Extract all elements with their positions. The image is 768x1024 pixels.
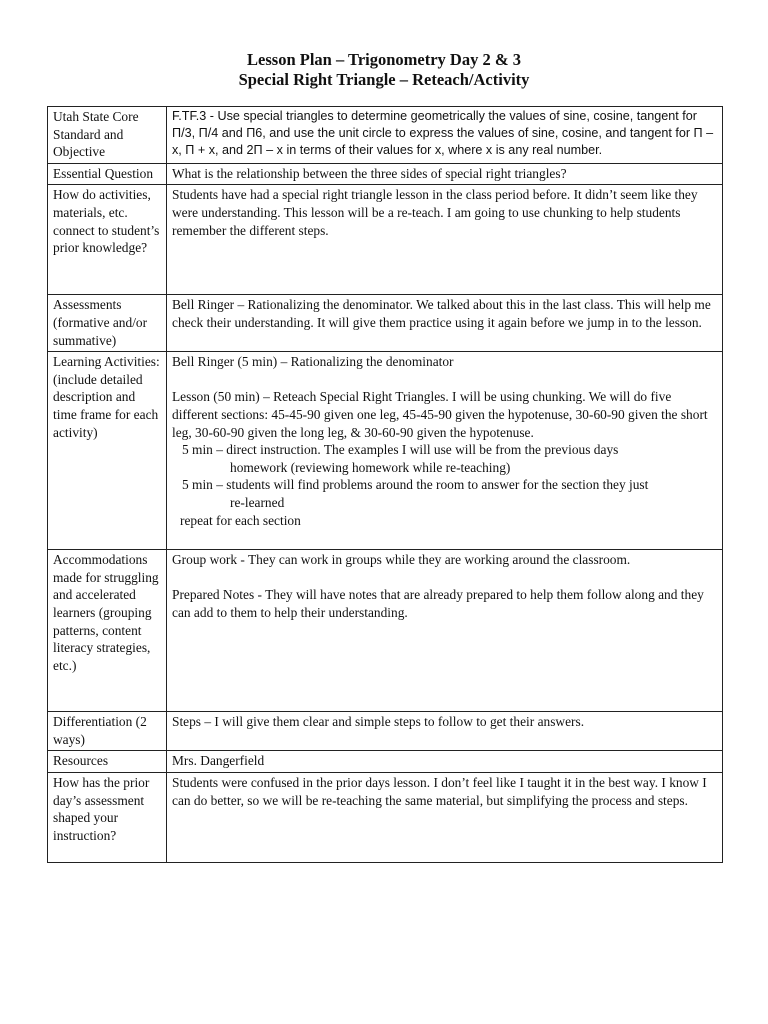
row-prior-knowledge — [48, 185, 723, 295]
title-line-2: Special Right Triangle – Reteach/Activity — [238, 70, 530, 89]
spacer — [172, 371, 717, 389]
title-line-1: Lesson Plan – Trigonometry Day 2 & 3 — [247, 50, 521, 69]
row-label: Resources — [48, 751, 167, 773]
row-label: Learning Activities: (include detailed description and time frame for each activity) — [48, 352, 167, 550]
row-assessments — [48, 295, 723, 352]
row-accommodations — [48, 550, 723, 712]
repeat-text: repeat for each section — [180, 512, 301, 528]
row-label: Accommodations made for struggling and accelerated learners (grouping patterns, content literacy strategies, etc.) — [48, 550, 167, 712]
row-resources — [48, 751, 723, 773]
row-content: Mrs. Dangerfield — [167, 751, 723, 773]
row-label: Assessments (formative and/or summative) — [48, 295, 167, 352]
prepared-notes-text: Prepared Notes - They will have notes that are already prepared to help them follow along and they can add to them to help their understanding. — [172, 587, 704, 620]
row-content: Students have had a special right triangle lesson in the class period before. It didn’t seem like they were understanding. This lesson will be a re-teach. I am going to use chunking to help students remember the different steps. — [167, 185, 723, 295]
row-essential-question — [48, 163, 723, 185]
row-label: How do activities, materials, etc. connect to student’s prior knowledge? — [48, 185, 167, 295]
row-content: F.TF.3 - Use special triangles to determine geometrically the values of sine, cosine, tangent for Π/3, Π/4 and Π6, and use the unit circle to express the values of sine, cosine, and tangent for Π – x, Π + x, and 2Π – x in terms of their values for x, where x is any real number. — [167, 107, 723, 164]
row-label: Differentiation (2 ways) — [48, 712, 167, 751]
row-differentiation — [48, 712, 723, 751]
row-content — [167, 550, 723, 712]
row-standard — [48, 107, 723, 164]
row-content: Bell Ringer – Rationalizing the denominator. We talked about this in the last class. This will help me check their understanding. It will give them practice using it again before we jump in to the lesson. — [167, 295, 723, 352]
row-content: Steps – I will give them clear and simple steps to follow to get their answers. — [167, 712, 723, 751]
row-label: Essential Question — [48, 163, 167, 185]
step-2-continued: re-learned — [230, 494, 285, 510]
step-2-text: 5 min – students will find problems around the room to answer for the section they just — [182, 477, 649, 493]
group-work-text: Group work - They can work in groups while they are working around the classroom. — [172, 552, 631, 568]
lesson-text: Lesson (50 min) – Reteach Special Right Triangles. I will be using chunking. We will do five different sections: 45-45-90 given one leg, 45-45-90 given the hypotenuse, 30-60-90 given the short leg, 30-60-90 given the long leg, & 30-60-90 given the hypotenuse. — [172, 389, 708, 440]
row-label: Utah State Core Standard and Objective — [48, 107, 167, 164]
lesson-plan-table — [47, 106, 723, 863]
row-content: What is the relationship between the three sides of special right triangles? — [167, 163, 723, 185]
step-1-continued: homework (reviewing homework while re-teaching) — [230, 459, 511, 475]
spacer — [172, 569, 717, 587]
row-label: How has the prior day’s assessment shaped your instruction? — [48, 772, 167, 862]
bell-ringer-text: Bell Ringer (5 min) – Rationalizing the denominator — [172, 354, 454, 370]
step-1-text: 5 min – direct instruction. The examples I will use will be from the previous days — [182, 442, 619, 458]
row-prior-assessment — [48, 772, 723, 862]
document-title — [0, 50, 768, 90]
row-content — [167, 352, 723, 550]
row-content: Students were confused in the prior days lesson. I don’t feel like I taught it in the best way. I know I can do better, so we will be re-teaching the same material, but simplifying the process and steps. — [167, 772, 723, 862]
row-learning-activities — [48, 352, 723, 550]
